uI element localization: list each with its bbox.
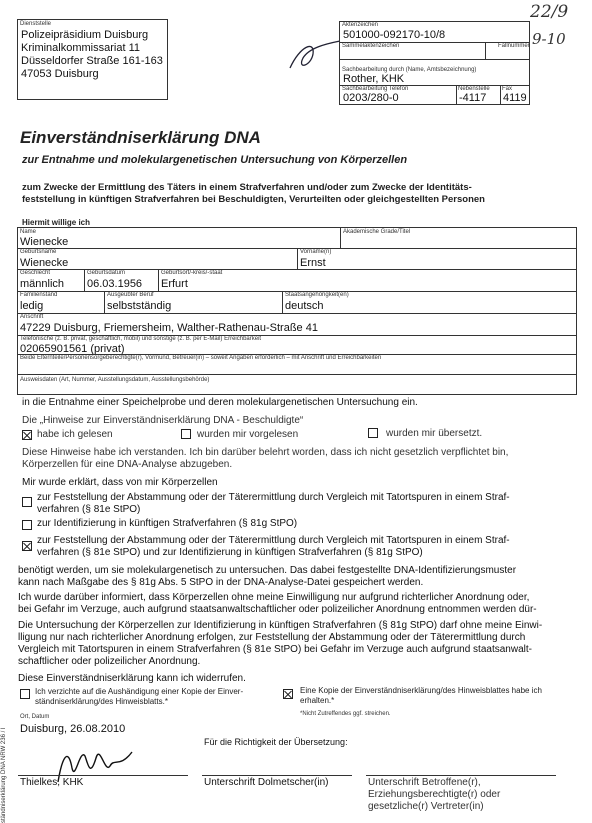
option-both-checkbox[interactable] [22,541,32,551]
handwritten-case-number: 22/9 [530,2,569,22]
willige-label: Hiermit willige ich [22,218,91,227]
paragraph-3-line-1: Die Untersuchung der Körperzellen zur Identifizierung in künftigen Strafverfahren (§ 81g StPO) darf ohne meine Einwi- [18,620,543,631]
geburtsort-value: Erfurt [161,278,188,290]
anschrift-value: 47229 Duisburg, Friemersheim, Walther-Rathenau-Straße 41 [20,322,318,334]
kopie-line-1: Eine Kopie der Einverständniserklärung/des Hinweisblattes habe ich [300,686,542,695]
entnahme-text: in die Entnahme einer Speichelprobe und deren molekulargenetischen Untersuchung ein. [22,397,418,408]
vorname-label: Vorname(n) [300,249,332,255]
geburtsname-value: Wienecke [20,257,69,269]
handwritten-mark [285,36,345,76]
telefon-value: 0203/280-0 [343,92,399,104]
uebersetzt-label: wurden mir übersetzt. [386,428,483,439]
authority-line-4: 47053 Duisburg [21,68,99,80]
verzicht-line-2: ständniserklärung/des Hinweisblatts.* [35,697,168,706]
authority-box [17,19,168,100]
purpose-line-2: feststellung in künftigen Strafverfahren bei Beschuldigten, Verurteilten oder gleichgestellten Personen [22,194,485,205]
case-box [339,21,530,105]
side-form-id: ständniserklärung DNA NRW 236 / I [1,727,7,823]
paragraph-3-line-4: schaftlicher oder polizeilicher Anordnung. [18,656,201,667]
kopie-checkbox[interactable] [283,689,293,699]
vorname-value: Ernst [300,257,326,269]
uebersetzt-checkbox[interactable] [368,428,378,438]
aktenzeichen-label: Aktenzeichen [342,22,379,28]
geschlecht-value: männlich [20,278,65,290]
paragraph-2-line-2: bei Gefahr im Verzuge, auch aufgrund staatsanwaltschaftlicher oder polizeilicher Anordnung entnommen werden dür- [18,604,537,615]
officer-signature-line [18,775,188,776]
option-81g-text: zur Identifizierung in künftigen Strafverfahren (§ 81g StPO) [37,518,298,529]
authority-line-1: Polizeipräsidium Duisburg [21,29,149,41]
verstanden-line-1: Diese Hinweise habe ich verstanden. Ich bin darüber belehrt worden, dass ich nicht gesetzlich verpflichtet bin, [22,447,509,458]
tel-label: Telefonische (z. B. privat, geschäftlich, mobil) und sonstige (z. B. per E-Mail) Erreichbarkeit [20,336,262,342]
option-81e-line-1: zur Feststellung der Abstammung oder der Täterermittlung durch Vergleich mit Tatortspuren in einem Straf- [37,492,510,503]
gelesen-label: habe ich gelesen [37,429,113,440]
verstanden-line-2: Körperzellen für eine DNA-Analyse abzugeben. [22,459,233,470]
betroffene-line-3: gesetzliche(r) Vertreter(in) [368,801,484,812]
beruf-value: selbstständig [107,300,172,312]
ort-datum-value: Duisburg, 26.08.2010 [20,723,126,735]
familienstand-label: Familienstand [20,292,58,298]
anschrift-label: Anschrift [20,314,44,320]
staat-value: deutsch [285,300,324,312]
hinweise-heading: Die „Hinweise zur Einverständniserklärung DNA - Beschuldigte“ [22,415,304,426]
geburtsort-label: Geburtsort/-kreis/-staat [161,270,223,276]
option-81g-checkbox[interactable] [22,520,32,530]
dolmetscher-label: Unterschrift Dolmetscher(in) [204,777,329,788]
familienstand-value: ledig [20,300,44,312]
paragraph-1-line-2: kann nach Maßgabe des § 81g Abs. 5 StPO in der DNA-Analyse-Datei gespeichert werden. [18,577,424,588]
name-value: Wienecke [20,236,69,248]
fax-value: 4119 [503,92,527,104]
betroffene-line-2: Erziehungsberechtigte(r) oder [368,789,501,800]
richtigkeit-label: Für die Richtigkeit der Übersetzung: [204,737,348,747]
aktenzeichen-value: 501000-092170-10/8 [343,29,446,41]
tel-value: 02065901561 (privat) [20,343,125,355]
nebenstelle-value: -4117 [459,92,487,104]
fax-label: Fax [502,86,513,92]
verzicht-line-1: Ich verzichte auf die Aushändigung einer Kopie der Einver- [35,687,244,696]
dolmetscher-signature-line [202,775,352,776]
sammelaktenzeichen-label: Sammelaktenzeichen [342,43,400,49]
paragraph-3-line-2: lligung nur nach richterlicher Anordnung erfolgen, zur Feststellung der Abstammung oder der Täterermittlung durch [18,632,526,643]
paragraph-3-line-3: Vergleich mit Tatortspuren in einem Strafverfahren (§ 81e StPO) bei Gefahr im Verzuge auch aufgrund staatsanwalt- [18,644,532,655]
betroffene-line-1: Unterschrift Betroffene(r), [368,777,481,788]
authority-line-2: Kriminalkommissariat 11 [21,42,140,54]
option-81e-checkbox[interactable] [22,497,32,507]
footnote: *Nicht Zutreffendes ggf. streichen. [300,711,391,717]
handwritten-page-numbers: 9-10 [532,30,566,48]
paragraph-1-line-1: benötigt werden, um sie molekulargenetisch zu untersuchen. Das dabei festgestellte DNA-Identifizierungsmuster [18,565,517,576]
document-title: Einverständniserklärung DNA [20,128,261,147]
name-label: Name [20,229,37,235]
beruf-label: Ausgeübter Beruf [107,292,154,298]
widerruf-text: Diese Einverständniserklärung kann ich widerrufen. [18,673,246,684]
geburtsname-label: Geburtsname [20,249,57,255]
grad-label: Akademische Grade/Titel [343,229,411,235]
document-subtitle: zur Entnahme und molekulargenetischen Untersuchung von Körperzellen [22,154,408,166]
geburtsdatum-value: 06.03.1956 [87,278,143,290]
ausweis-label: Ausweisdaten (Art, Nummer, Ausstellungsdatum, Ausstellungsbehörde) [20,377,210,383]
eltern-label: Beide Elternteile/Personensorgeberechtigte(r), Vormund, Betreuer(in) – soweit Angaben erforderlich – mit Anschrift und Erreichbarkeiten [20,355,382,361]
gelesen-checkbox[interactable] [22,430,32,440]
staat-label: Staatsangehörigkeit(en) [285,292,349,298]
vorgelesen-label: wurden mir vorgelesen [197,429,299,440]
bearbeitung-value: Rother, KHK [343,73,405,85]
option-both-line-2: verfahren (§ 81e StPO) und zur Identifizierung in künftigen Strafverfahren (§ 81g StPO) [37,547,423,558]
paragraph-2-line-1: Ich wurde darüber informiert, dass Körperzellen ohne meine Einwilligung nur aufgrund richterlicher Anordnung oder, [18,592,530,603]
nebenstelle-label: Nebenstelle [458,86,490,92]
kopie-line-2: erhalten.* [300,696,335,705]
person-form [17,227,577,395]
authority-line-3: Düsseldorfer Straße 161-163 [21,55,163,67]
officer-name: Thielkes, KHK [20,777,84,788]
betroffene-signature-line [366,775,556,776]
vorgelesen-checkbox[interactable] [181,429,191,439]
geschlecht-label: Geschlecht [20,270,51,276]
fallnummer-label: Fallnummer [498,43,530,49]
purpose-line-1: zum Zwecke der Ermittlung des Täters in einem Strafverfahren und/oder zum Zwecke der Identitäts- [22,182,472,193]
authority-label: Dienststelle [20,21,52,27]
geburtsdatum-label: Geburtsdatum [87,270,126,276]
bearbeitung-label: Sachbearbeitung durch (Name, Amtsbezeichnung) [342,67,477,73]
verzicht-checkbox[interactable] [20,689,30,699]
option-both-line-1: zur Feststellung der Abstammung oder der Täterermittlung durch Vergleich mit Tatortspuren in einem Straf- [37,535,510,546]
erklaert-text: Mir wurde erklärt, dass von mir Körperzellen [22,477,218,488]
ort-label: Ort, Datum [20,714,50,720]
telefon-label: Sachbearbeitung Telefon [342,86,409,92]
option-81e-line-2: verfahren (§ 81e StPO) [37,504,141,515]
